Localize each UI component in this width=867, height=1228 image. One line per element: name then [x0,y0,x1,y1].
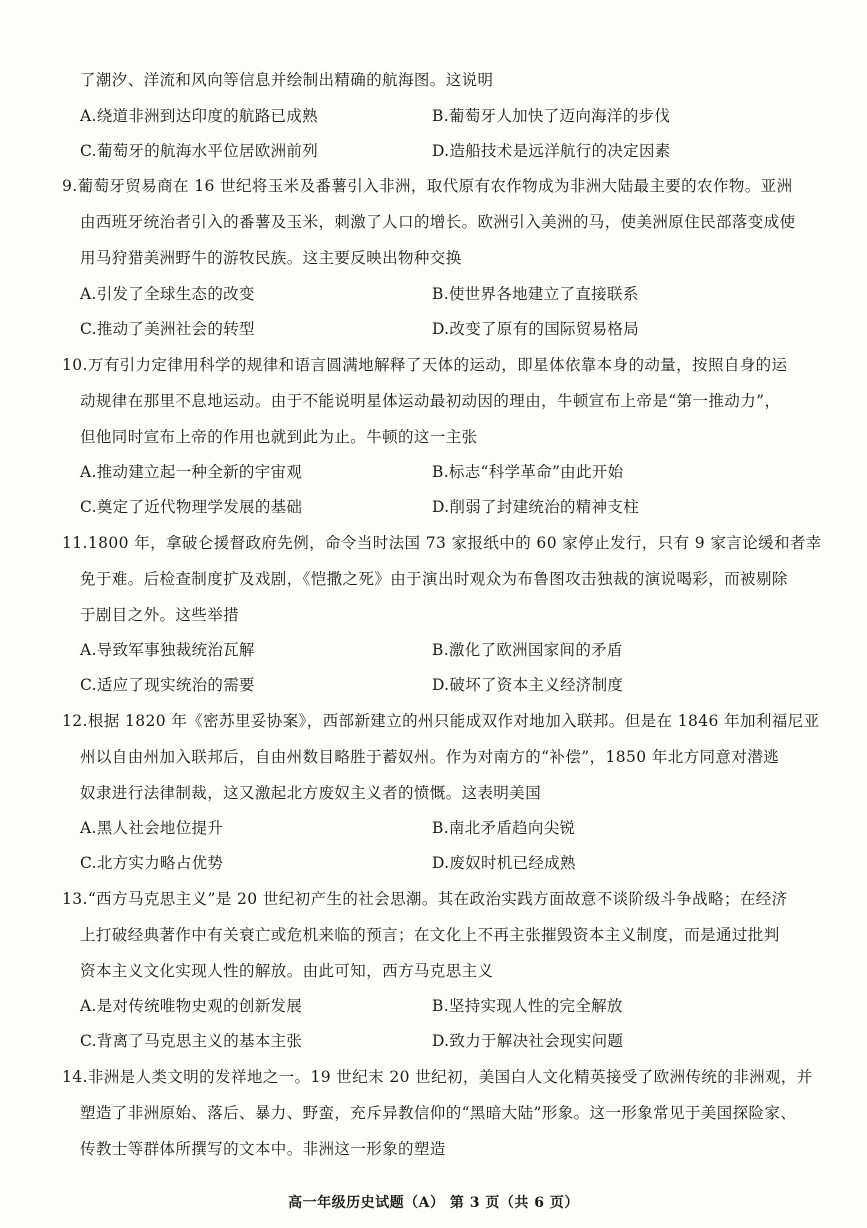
q12-option-c: C.北方实力略占优势 [80,854,224,872]
q10-stem-line: 10.万有引力定律用科学的规律和语言圆满地解释了天体的运动，即星体依靠本身的动量，按照自身的运 [62,356,788,374]
q13-stem-line: 上打破经典著作中有关衰亡或危机来临的预言；在文化上不再主张摧毁资本主义制度，而是通过批判 [80,926,780,944]
q11-option-a: A.导致军事独裁统治瓦解 [80,641,255,659]
q10-option-a: A.推动建立起一种全新的宇宙观 [80,463,303,481]
q11-stem-line: 11.1800 年，拿破仑援督政府先例，命令当时法国 73 家报纸中的 60 家停止发行，只有 9 家言论缓和者幸 [62,534,822,552]
q10-option-b: B.标志“科学革命”由此开始 [432,463,624,481]
q13-option-c: C.背离了马克思主义的基本主张 [80,1032,303,1050]
q14-stem-line: 塑造了非洲原始、落后、暴力、野蛮，充斥异教信仰的“黑暗大陆”形象。这一形象常见于美国探险家、 [80,1104,797,1122]
q13-option-b: B.坚持实现人性的完全解放 [432,997,623,1015]
q9-option-d: D.改变了原有的国际贸易格局 [432,320,640,338]
q13-option-d: D.致力于解决社会现实问题 [432,1032,624,1050]
q10-option-c: C.奠定了近代物理学发展的基础 [80,498,303,516]
q12-stem-line: 奴隶进行法律制裁，这又激起北方废奴主义者的愤慨。这表明美国 [80,784,542,802]
q11-option-b: B.激化了欧洲国家间的矛盾 [432,641,623,659]
q11-option-c: C.适应了现实统治的需要 [80,676,255,694]
q10-option-d: D.削弱了封建统治的精神支柱 [432,498,640,516]
q9-stem-line: 由西班牙统治者引入的番薯及玉米，刺激了人口的增长。欧洲引入美洲的马，使美洲原住民部落变成使 [80,213,796,231]
q14-stem-line: 传教士等群体所撰写的文本中。非洲这一形象的塑造 [80,1140,446,1158]
q8-option-a: A.绕道非洲到达印度的航路已成熟 [80,107,318,125]
q14-stem-line: 14.非洲是人类文明的发祥地之一。19 世纪末 20 世纪初，美国白人文化精英接受了欧洲传统的非洲观，并 [62,1068,813,1086]
q12-option-b: B.南北矛盾趋向尖锐 [432,819,576,837]
q8-option-c: C.葡萄牙的航海水平位居欧洲前列 [80,142,319,160]
q10-stem-line: 动规律在那里不息地运动。由于不能说明星体运动最初动因的理由，牛顿宣布上帝是“第一推动力”， [80,392,781,410]
q9-option-a: A.引发了全球生态的改变 [80,285,255,303]
q11-stem-line: 于剧目之外。这些举措 [80,606,240,624]
q8-option-b: B.葡萄牙人加快了迈向海洋的步伐 [432,107,671,125]
q12-stem-line: 州以自由州加入联邦后，自由州数目略胜于蓄奴州。作为对南方的“补偿”，1850 年北方同意对潜逃 [80,748,780,766]
page-footer: 高一年级历史试题（A） 第 3 页（共 6 页） [288,1195,579,1211]
q12-option-a: A.黑人社会地位提升 [80,819,224,837]
q12-stem-line: 12.根据 1820 年《密苏里妥协案》，西部新建立的州只能成双作对地加入联邦。但是在 1846 年加利福尼亚 [62,712,820,730]
q12-option-d: D.废奴时机已经成熟 [432,854,576,872]
q13-option-a: A.是对传统唯物史观的创新发展 [80,997,303,1015]
q9-option-c: C.推动了美洲社会的转型 [80,320,255,338]
q13-stem-line: 13.“西方马克思主义”是 20 世纪初产生的社会思潮。其在政治实践方面故意不谈阶级斗争战略；在经济 [62,890,788,908]
q11-stem-line: 免于难。后检查制度扩及戏剧，《恺撒之死》由于演出时观众为布鲁图攻击独裁的演说喝彩，而被剔除 [80,570,788,588]
q10-stem-line: 但他同时宣布上帝的作用也就到此为止。牛顿的这一主张 [80,428,478,446]
q11-option-d: D.破坏了资本主义经济制度 [432,676,624,694]
q9-stem-line: 用马狩猎美洲野牛的游牧民族。这主要反映出物种交换 [80,249,462,267]
q8-stem-line: 了潮汐、洋流和风向等信息并绘制出精确的航海图。这说明 [80,71,494,89]
q8-option-d: D.造船技术是远洋航行的决定因素 [432,142,671,160]
q9-stem-line: 9.葡萄牙贸易商在 16 世纪将玉米及番薯引入非洲，取代原有农作物成为非洲大陆最主要的农作物。亚洲 [62,177,793,195]
q9-option-b: B.使世界各地建立了直接联系 [432,285,639,303]
q13-stem-line: 资本主义文化实现人性的解放。由此可知，西方马克思主义 [80,962,494,980]
